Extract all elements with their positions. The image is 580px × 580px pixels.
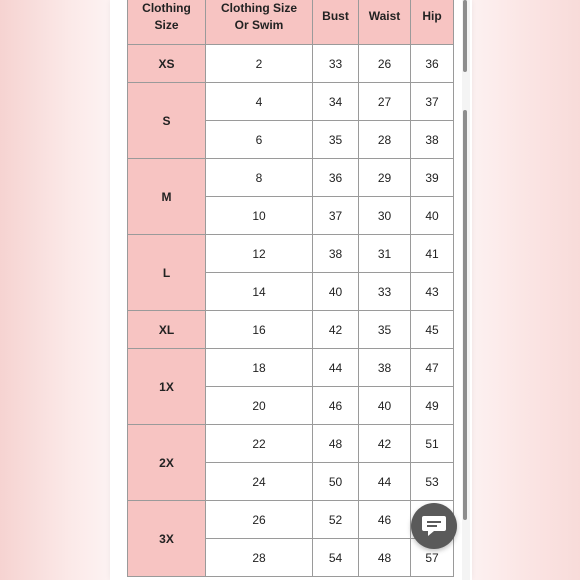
swim-cell: 8 [206, 159, 313, 197]
bust-cell: 50 [313, 463, 359, 501]
bust-cell: 46 [313, 387, 359, 425]
clothing-size-cell: XL [128, 311, 206, 349]
table-row [128, 311, 454, 349]
swim-cell: 2 [206, 45, 313, 83]
waist-cell: 26 [359, 45, 411, 83]
table-row [128, 425, 454, 463]
table-row [128, 349, 454, 387]
hip-cell: 49 [411, 387, 454, 425]
table-row [128, 235, 454, 273]
clothing-size-cell: M [128, 159, 206, 235]
hip-cell: 40 [411, 197, 454, 235]
swim-cell: 14 [206, 273, 313, 311]
hip-cell: 47 [411, 349, 454, 387]
clothing-size-cell: S [128, 83, 206, 159]
hip-cell: 57 [411, 539, 454, 577]
waist-cell: 29 [359, 159, 411, 197]
waist-cell: 30 [359, 197, 411, 235]
table-row [128, 45, 454, 83]
waist-cell: 28 [359, 121, 411, 159]
bust-cell: 34 [313, 83, 359, 121]
hip-cell: 37 [411, 83, 454, 121]
hip-cell: 51 [411, 425, 454, 463]
bust-cell: 42 [313, 311, 359, 349]
waist-cell: 27 [359, 83, 411, 121]
waist-cell: 33 [359, 273, 411, 311]
waist-cell: 40 [359, 387, 411, 425]
bust-cell: 40 [313, 273, 359, 311]
table-row [128, 159, 454, 197]
waist-cell: 31 [359, 235, 411, 273]
header-clothing-size-line2: Size [154, 17, 179, 32]
waist-cell: 38 [359, 349, 411, 387]
scrollbar-thumb-top[interactable] [463, 0, 467, 72]
hip-cell: 41 [411, 235, 454, 273]
header-clothing-size-line1: Clothing [142, 0, 191, 15]
swim-cell: 28 [206, 539, 313, 577]
waist-cell: 46 [359, 501, 411, 539]
clothing-size-cell: L [128, 235, 206, 311]
hip-cell: 43 [411, 273, 454, 311]
header-bust: Bust [313, 0, 359, 45]
header-swim-size-line2: Or Swim [234, 17, 284, 32]
swim-cell: 26 [206, 501, 313, 539]
scrollbar[interactable] [462, 0, 470, 580]
bust-cell: 35 [313, 121, 359, 159]
hip-cell: 36 [411, 45, 454, 83]
hip-cell: 45 [411, 311, 454, 349]
chat-bubble-icon [421, 514, 447, 538]
clothing-size-cell: 1X [128, 349, 206, 425]
table-row [128, 83, 454, 121]
table-row [128, 501, 454, 539]
header-clothing-size [128, 0, 206, 45]
table-body [128, 45, 454, 577]
bust-cell: 36 [313, 159, 359, 197]
size-chart-table [127, 0, 454, 577]
swim-cell: 12 [206, 235, 313, 273]
scrollbar-thumb[interactable] [463, 110, 467, 520]
swim-cell: 4 [206, 83, 313, 121]
header-swim-size [206, 0, 313, 45]
waist-cell: 44 [359, 463, 411, 501]
header-waist: Waist [359, 0, 411, 45]
bust-cell: 54 [313, 539, 359, 577]
swim-cell: 6 [206, 121, 313, 159]
clothing-size-cell: XS [128, 45, 206, 83]
swim-cell: 24 [206, 463, 313, 501]
swim-cell: 22 [206, 425, 313, 463]
waist-cell: 48 [359, 539, 411, 577]
hip-cell: 38 [411, 121, 454, 159]
clothing-size-cell: 3X [128, 501, 206, 577]
chat-button[interactable] [411, 503, 457, 549]
bust-cell: 52 [313, 501, 359, 539]
header-hip: Hip [411, 0, 454, 45]
bust-cell: 33 [313, 45, 359, 83]
waist-cell: 42 [359, 425, 411, 463]
hip-cell: 39 [411, 159, 454, 197]
clothing-size-cell: 2X [128, 425, 206, 501]
bust-cell: 38 [313, 235, 359, 273]
swim-cell: 10 [206, 197, 313, 235]
waist-cell: 35 [359, 311, 411, 349]
bust-cell: 37 [313, 197, 359, 235]
table-header-row [128, 0, 454, 45]
hip-cell: 53 [411, 463, 454, 501]
swim-cell: 16 [206, 311, 313, 349]
bust-cell: 44 [313, 349, 359, 387]
swim-cell: 20 [206, 387, 313, 425]
header-swim-size-line1: Clothing Size [221, 0, 297, 15]
swim-cell: 18 [206, 349, 313, 387]
bust-cell: 48 [313, 425, 359, 463]
